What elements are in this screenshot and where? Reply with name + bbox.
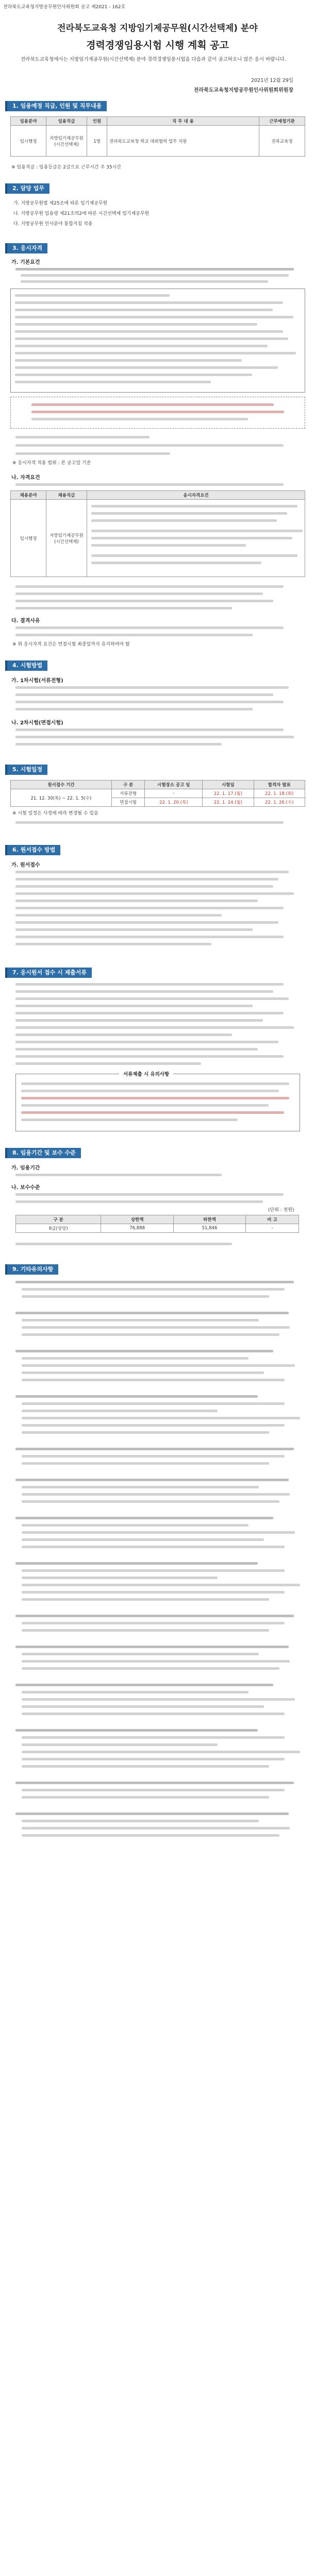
text-line — [15, 1350, 273, 1352]
text-line — [15, 301, 283, 304]
text-line — [22, 1364, 295, 1367]
text-line — [22, 1698, 295, 1701]
text-line — [15, 1019, 263, 1022]
text-line — [15, 374, 252, 376]
s2-line-3: 다. 지방공무원 인사분야 통합지침 적용 — [13, 222, 93, 227]
text-line — [22, 1431, 269, 1434]
text-line — [22, 1653, 259, 1655]
qualification-header-row — [11, 491, 305, 500]
text-line — [15, 337, 288, 340]
text-line — [22, 1667, 279, 1670]
schedule-header-row — [11, 781, 305, 789]
text-line — [15, 983, 284, 986]
text-line — [22, 1796, 269, 1799]
text-line — [15, 330, 283, 333]
text-line — [15, 936, 284, 938]
text-line — [22, 1379, 285, 1381]
text-line — [15, 997, 289, 1000]
section-5-header: 5. 시험일정 — [7, 765, 47, 775]
intro-text: 전라북도교육청에서는 지방임기제공무원(시간선택제) 분야 경력경쟁임용시험을 다음과 같이 공고하오니 많은 응시 바랍니다. — [21, 57, 286, 62]
td-s-kind: 서류전형 — [111, 789, 145, 798]
text-line — [91, 530, 303, 532]
position-table — [10, 116, 305, 157]
section-6-header: 6. 원서접수 방법 — [7, 845, 60, 855]
text-line — [15, 1005, 253, 1007]
td-duties: 전라북도교육청 학교 대외협력 업무 지원 — [107, 126, 259, 157]
text-line — [22, 1493, 290, 1496]
text-line — [15, 892, 294, 895]
td-s-notice: - — [145, 789, 203, 798]
th-field: 임용분야 — [11, 117, 46, 126]
text-line — [22, 1691, 248, 1693]
text-line — [15, 743, 222, 745]
text-line — [22, 1765, 269, 1768]
td-s-date: 22. 1. 24.(월) — [203, 798, 254, 807]
text-line — [22, 1743, 218, 1746]
text-line — [15, 821, 284, 824]
text-line — [15, 1243, 232, 1245]
text-line — [15, 728, 284, 731]
text-line — [22, 1546, 285, 1548]
text-line — [15, 1517, 273, 1519]
text-line — [15, 943, 211, 945]
th-sal-note: 비 고 — [246, 1215, 299, 1224]
text-line — [15, 1395, 258, 1398]
text-line — [31, 418, 248, 420]
text-line — [22, 1455, 285, 1458]
text-line — [15, 1562, 258, 1565]
intro-date: 2021년 12월 29일 — [251, 78, 293, 83]
text-line — [15, 1782, 294, 1784]
th-grade: 임용직급 — [46, 117, 87, 126]
th-sal-kind: 구 분 — [16, 1215, 101, 1224]
text-line — [15, 607, 232, 609]
s3-c-head: 다. 결격사유 — [11, 618, 40, 624]
text-line — [15, 452, 170, 455]
td-s-result: 22. 1. 18.(화) — [254, 789, 305, 798]
text-line — [22, 1820, 259, 1822]
text-line — [22, 1591, 285, 1594]
s3-a-head: 가. 기본요건 — [11, 260, 40, 265]
submission-notice-box — [15, 1074, 300, 1131]
text-line — [91, 519, 277, 522]
section-9-header: 9. 기타유의사항 — [7, 1264, 58, 1275]
text-line — [15, 1281, 294, 1283]
salary-header-row — [16, 1215, 299, 1224]
section-1-header: 1. 임용예정 직급, 인원 및 직무내용 — [7, 101, 107, 111]
section-8-header: 8. 임용기간 및 보수 수준 — [7, 1148, 81, 1158]
th-q-req: 응시자격요건 — [87, 491, 305, 500]
text-line — [21, 1104, 269, 1107]
text-line — [15, 592, 263, 595]
text-line — [22, 1629, 269, 1632]
text-line — [15, 1729, 258, 1732]
text-line — [15, 1448, 294, 1450]
text-line — [22, 1758, 285, 1760]
text-line — [15, 600, 273, 602]
text-line — [15, 693, 273, 696]
notice-box — [10, 397, 305, 429]
text-line — [22, 1500, 279, 1503]
text-line — [15, 345, 268, 347]
s2-line-1: 가. 지방공무원법 제25조에 따른 임기제공무원 — [13, 201, 108, 206]
section-2-header: 2. 담당 업무 — [7, 183, 49, 194]
s3-notice: ※ 응시자격 적용 범위 : 본 공고일 기준 — [12, 461, 91, 466]
text-line — [15, 1055, 284, 1058]
text-line — [15, 483, 284, 486]
salary-row — [16, 1224, 299, 1233]
text-line — [15, 268, 294, 270]
text-line — [22, 1371, 264, 1374]
text-line — [31, 411, 284, 413]
text-line — [15, 1048, 258, 1050]
text-line — [15, 1012, 284, 1014]
position-table-header-row — [11, 117, 305, 126]
td-s-result: 22. 1. 26.(수) — [254, 798, 305, 807]
td-sal-kind: 6급(상당) — [16, 1224, 101, 1233]
td-grade: 지방임기제공무원(시간선택제) — [46, 126, 87, 157]
text-line — [15, 907, 284, 909]
text-line — [15, 1062, 201, 1065]
text-line — [21, 274, 289, 277]
text-line — [91, 505, 297, 507]
table1-note: ※ 임용직급 : 임용등급은 2급으로 근무시간 주 35시간 — [11, 165, 121, 170]
text-line — [15, 1174, 222, 1176]
text-line — [22, 1660, 290, 1663]
position-table-row — [11, 126, 305, 157]
text-line — [15, 990, 273, 993]
td-field: 임시행정 — [11, 126, 46, 157]
td-s-period: 21. 12. 30(목) ~ 22. 1. 5(수) — [11, 789, 112, 807]
section-7-header: 7. 응시원서 접수 시 제출서류 — [7, 968, 92, 978]
text-line — [91, 562, 261, 564]
s8-a-head: 가. 임용기간 — [11, 1165, 40, 1171]
text-line — [22, 1424, 285, 1427]
th-q-grade: 채용직급 — [46, 491, 87, 500]
td-q-grade: 지방임기제공무원(시간선택제) — [46, 500, 87, 577]
text-line — [22, 1410, 218, 1412]
salary-table — [15, 1215, 299, 1233]
qualification-row — [11, 500, 305, 577]
salary-unit: (단위 : 천원) — [268, 1208, 294, 1213]
s6-head: 가. 원서접수 — [11, 862, 40, 868]
text-line — [15, 436, 150, 438]
text-line — [91, 537, 292, 539]
td-count: 1명 — [87, 126, 107, 157]
s2-line-2: 나. 지방공무원 임용령 제21조의2에 따른 시간선택제 임기제공무원 — [13, 211, 150, 216]
text-line — [15, 878, 278, 880]
s8-b-head: 나. 보수수준 — [11, 1185, 40, 1191]
text-line — [22, 1622, 285, 1624]
text-line — [22, 1584, 300, 1586]
text-line — [15, 1041, 278, 1043]
text-line — [22, 1789, 285, 1791]
text-line — [22, 1827, 290, 1829]
s3-c-note: ※ 위 응시자격 요건은 면접시험 최종일까지 유지하여야 함 — [12, 642, 130, 647]
text-line — [21, 1097, 289, 1099]
th-count: 인원 — [87, 117, 107, 126]
text-line — [15, 708, 253, 710]
text-line — [15, 366, 278, 369]
th-duties: 직 무 내 용 — [107, 117, 259, 126]
text-line — [91, 544, 246, 547]
td-q-req — [87, 500, 305, 577]
th-s-notice: 시험장소 공고 일 — [145, 781, 203, 789]
text-line — [22, 1333, 279, 1336]
text-line — [15, 323, 257, 326]
text-line — [15, 1026, 294, 1029]
td-sal-min: 51,846 — [173, 1224, 245, 1233]
td-sal-max: 76,888 — [101, 1224, 173, 1233]
s3-b-head: 나. 자격요건 — [11, 475, 40, 481]
td-s-notice: 22. 1. 20.(목) — [145, 798, 203, 807]
text-line — [22, 1288, 285, 1291]
text-line — [22, 1705, 264, 1708]
intro-issuer: 전라북도교육청지방공무원인사위원회위원장 — [193, 88, 293, 93]
s4-a-head: 가. 1차시험(서류전형) — [11, 678, 63, 684]
th-sal-min: 하한액 — [173, 1215, 245, 1224]
text-line — [15, 359, 242, 362]
text-line — [15, 701, 284, 703]
text-line — [21, 1090, 279, 1092]
text-line — [15, 1193, 284, 1196]
text-line — [31, 403, 274, 406]
th-s-kind: 구 분 — [111, 781, 145, 789]
text-line — [15, 900, 258, 902]
text-line — [15, 885, 273, 888]
text-line — [22, 1538, 264, 1541]
text-line — [15, 294, 170, 297]
text-line — [22, 1751, 300, 1753]
text-line — [15, 1200, 263, 1203]
text-line — [22, 1417, 300, 1419]
text-line — [22, 1295, 269, 1298]
text-line — [15, 736, 294, 738]
text-line — [22, 1524, 248, 1527]
text-line — [15, 921, 278, 924]
th-q-field: 채용분야 — [11, 491, 46, 500]
text-line — [15, 352, 296, 354]
eligibility-box — [10, 289, 305, 393]
text-line — [15, 914, 222, 917]
text-line — [91, 512, 287, 515]
text-line — [22, 1486, 259, 1488]
th-place: 근무예정기관 — [259, 117, 305, 126]
text-line — [22, 1531, 295, 1534]
text-line — [22, 1736, 285, 1739]
td-s-date: 22. 1. 17.(월) — [203, 789, 254, 798]
text-line — [22, 1402, 285, 1405]
text-line — [15, 309, 273, 311]
th-sal-max: 상한액 — [101, 1215, 173, 1224]
text-line — [22, 1326, 290, 1329]
text-line — [15, 381, 211, 383]
text-line — [21, 1082, 289, 1085]
text-line — [21, 280, 268, 283]
text-line — [15, 1615, 294, 1617]
text-line — [15, 1312, 289, 1314]
td-q-field: 임시행정 — [11, 500, 46, 577]
text-line — [15, 444, 284, 447]
text-line — [15, 686, 289, 689]
qualification-table — [10, 490, 305, 577]
text-line — [15, 928, 253, 931]
table3-note: ※ 시험 일정은 사정에 따라 변경될 수 있음 — [12, 811, 98, 816]
th-s-period: 원서접수 기간 — [11, 781, 112, 789]
text-line — [22, 1598, 269, 1601]
text-line — [22, 1834, 279, 1837]
th-s-date: 시험일 — [203, 781, 254, 789]
schedule-row — [11, 789, 305, 798]
text-line — [22, 1577, 218, 1579]
text-line — [21, 1118, 238, 1121]
schedule-table — [10, 780, 305, 807]
td-sal-note: - — [246, 1224, 299, 1233]
title-line2: 경력경쟁임용시험 시행 계획 공고 — [86, 40, 229, 51]
text-line — [15, 634, 253, 636]
section-4-header: 4. 시험방법 — [7, 660, 47, 671]
title-line1: 전라북도교육청 지방임기제공무원(시간선택제) 분야 — [57, 23, 258, 33]
section-3-header: 3. 응시자격 — [7, 243, 47, 253]
text-line — [91, 554, 297, 557]
text-line — [22, 1713, 285, 1715]
s4-b-head: 나. 2차시험(면접시험) — [11, 720, 63, 726]
text-line — [15, 1033, 232, 1036]
submission-notice-title: 서류제출 시 유의사항 — [119, 1070, 173, 1077]
text-line — [15, 626, 284, 629]
td-place: 전북교육청 — [259, 126, 305, 157]
text-line — [15, 585, 284, 588]
text-line — [15, 1479, 289, 1481]
td-s-kind: 면접시험 — [111, 798, 145, 807]
text-line — [15, 316, 293, 318]
text-line — [15, 1812, 289, 1815]
text-line — [15, 1684, 273, 1686]
th-s-result: 합격자 발표 — [254, 781, 305, 789]
text-line — [22, 1319, 259, 1321]
text-line — [15, 871, 289, 873]
text-line — [22, 1569, 285, 1572]
text-line — [22, 1462, 269, 1465]
text-line — [21, 1111, 284, 1114]
text-line — [22, 1357, 248, 1360]
header-note: 전라북도교육청지방공무원인사위원회 공고 제2021 - 162호 — [3, 5, 126, 10]
title-block — [0, 21, 315, 52]
text-line — [15, 1646, 289, 1648]
